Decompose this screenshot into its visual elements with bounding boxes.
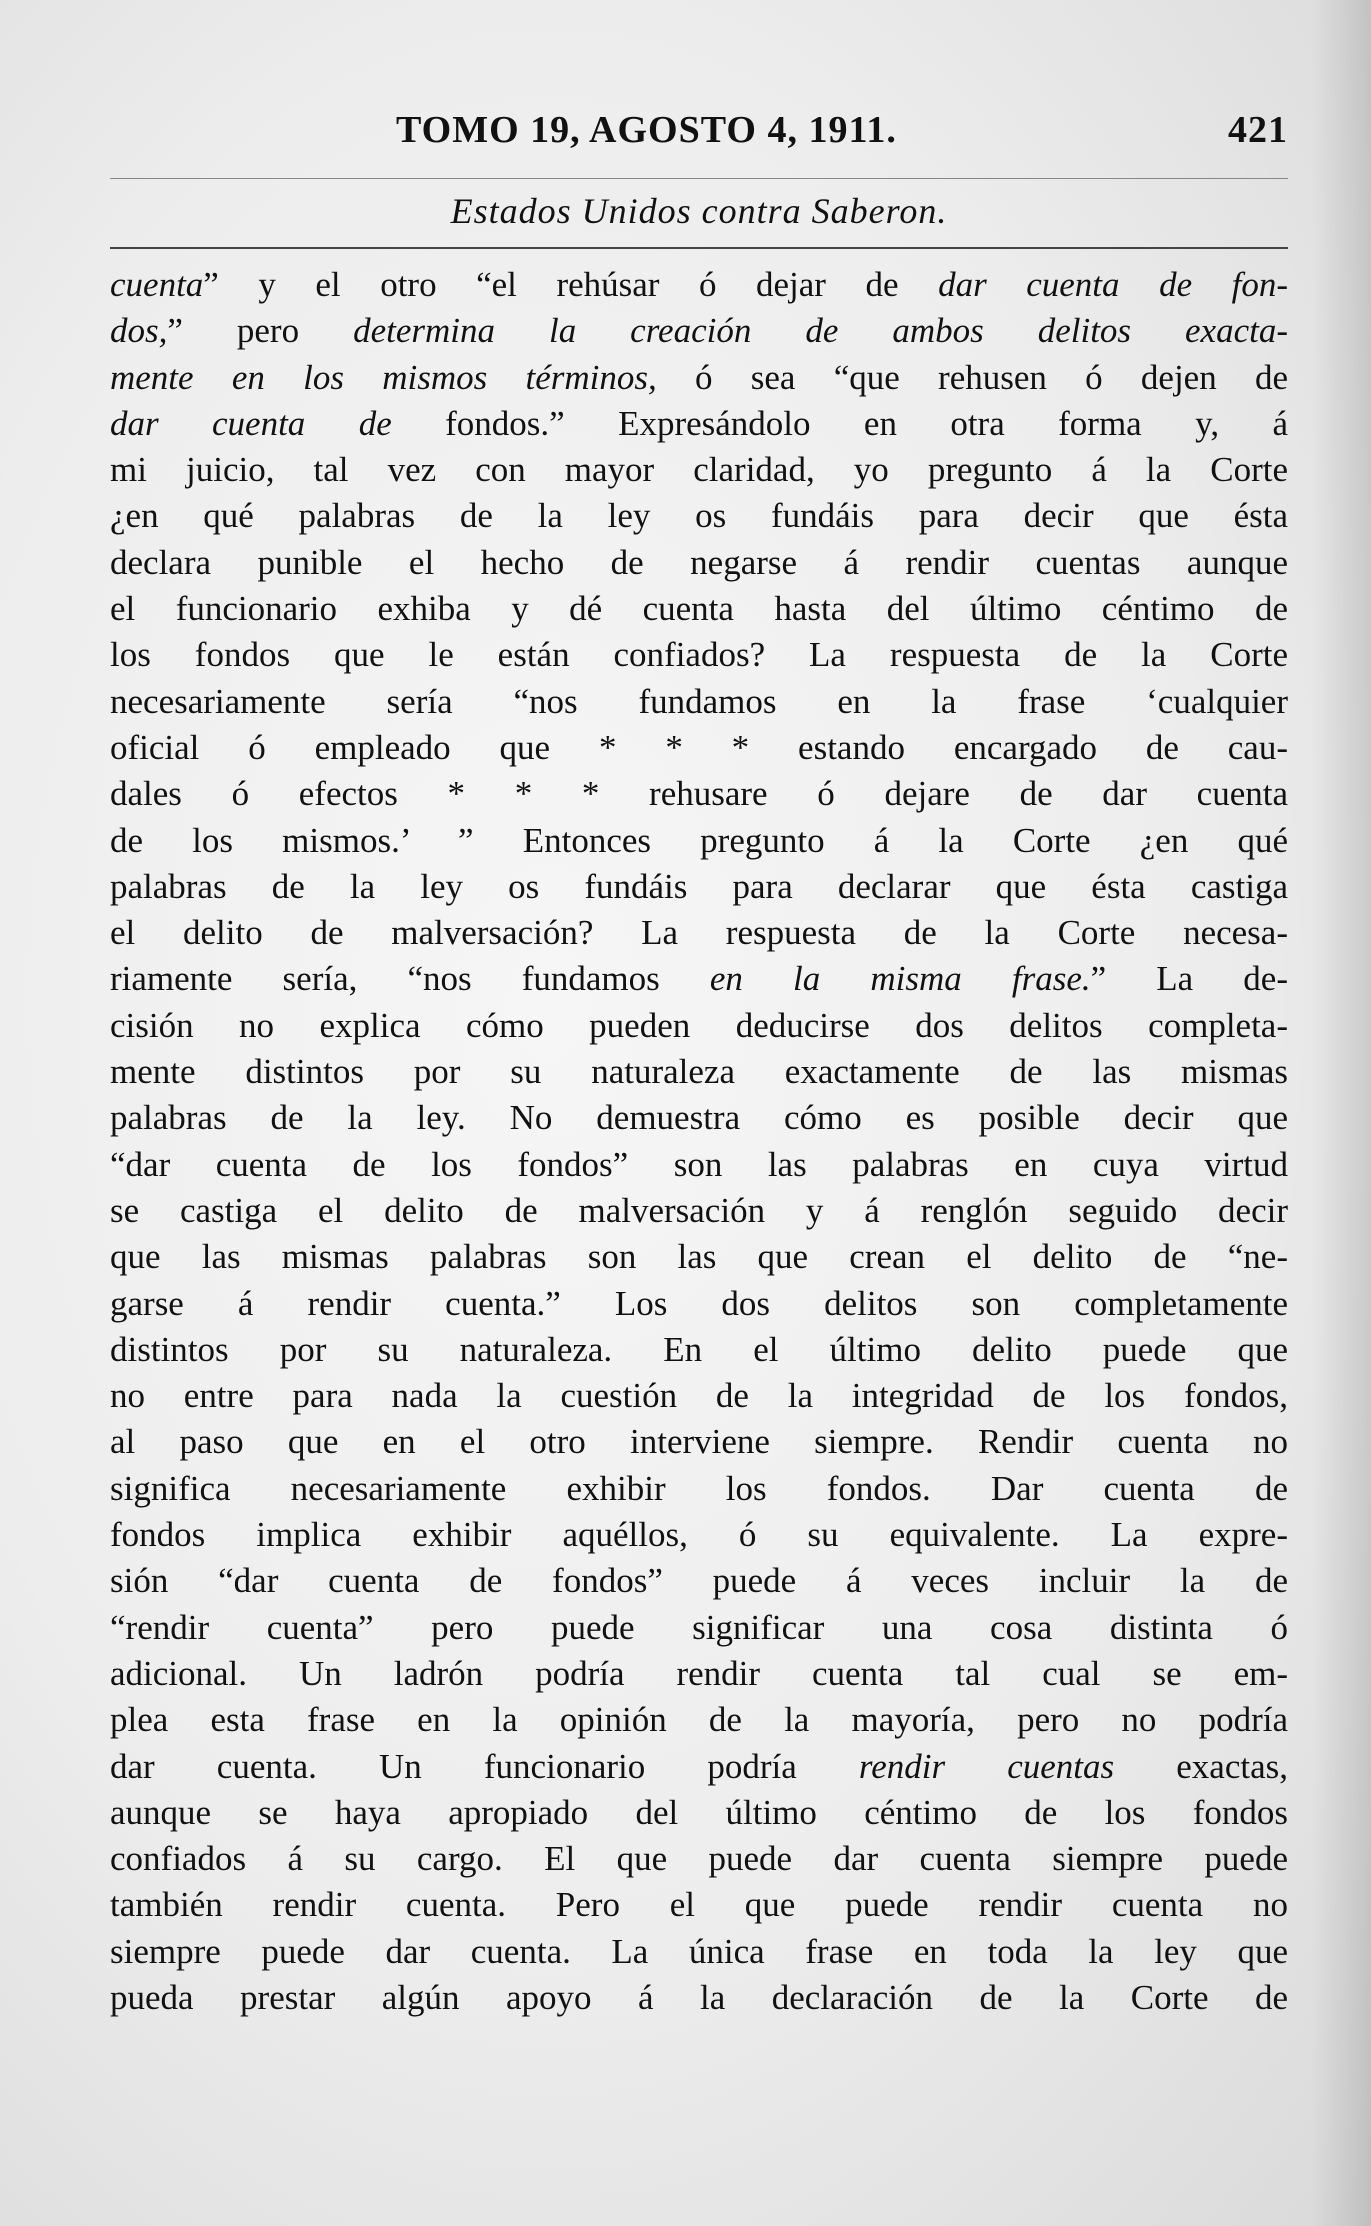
italic-text: cuenta [110, 265, 204, 304]
text-line [110, 1188, 1288, 1234]
text-span: aunque se haya apropiado del último céntimo de los fondos [110, 1792, 1288, 1832]
text-span: al paso que en el otro interviene siempre. Rendir cuenta no [110, 1422, 1288, 1462]
text-span: palabras de la ley os fundáis para declarar que ésta castiga [110, 866, 1288, 906]
text-line [110, 1419, 1288, 1465]
text-span: ó sea “que rehusen ó dejen de [656, 357, 1288, 397]
text-span: ¿en qué palabras de la ley os fundáis para decir que ésta [110, 496, 1288, 536]
header-rule-bottom [110, 247, 1288, 249]
text-line [110, 1744, 1288, 1790]
text-line [110, 1836, 1288, 1882]
text-line [110, 447, 1288, 493]
text-line [110, 1929, 1288, 1975]
text-line [110, 632, 1288, 678]
text-line [110, 1281, 1288, 1327]
italic-text: mente en los mismos términos, [110, 357, 657, 397]
text-line [110, 355, 1288, 401]
text-span: se castiga el delito de malversación y á renglón seguido decir [110, 1190, 1288, 1230]
text-span: palabras de la ley. No demuestra cómo es posible decir que [110, 1098, 1288, 1138]
text-span: garse á rendir cuenta.” Los dos delitos son completamente [110, 1283, 1288, 1323]
text-span: mente distintos por su naturaleza exactamente de las mismas [110, 1052, 1288, 1092]
text-span: mi juicio, tal vez con mayor claridad, yo pregunto á la Corte [110, 450, 1288, 490]
body-text [110, 262, 1288, 2021]
text-span: dar cuenta. Un funcionario podría [110, 1746, 859, 1786]
text-line [110, 1558, 1288, 1604]
text-span: pueda prestar algún apoyo á la declaración de la Corte de [110, 1977, 1288, 2017]
text-span: cisión no explica cómo pueden deducirse dos delitos completa- [110, 1005, 1288, 1045]
italic-text: en la misma frase. [709, 959, 1091, 999]
text-span: los fondos que le están confiados? La respuesta de la Corte [110, 635, 1288, 675]
italic-text: dar cuenta de fon- [938, 265, 1288, 304]
text-span: fondos implica exhibir aquéllos, ó su equivalente. La expre- [110, 1515, 1288, 1555]
text-span: adicional. Un ladrón podría rendir cuenta tal cual se em- [110, 1653, 1288, 1693]
text-span: de los mismos.’ ” Entonces pregunto á la Corte ¿en qué [110, 820, 1288, 860]
running-head [110, 108, 1288, 156]
text-line [110, 401, 1288, 447]
text-line [110, 1882, 1288, 1928]
text-span: plea esta frase en la opinión de la mayoría, pero no podría [110, 1700, 1288, 1740]
italic-text: rendir cuentas [858, 1746, 1115, 1786]
italic-text: dos, [110, 311, 168, 351]
text-line [110, 1373, 1288, 1419]
text-line [110, 1234, 1288, 1280]
text-line [110, 864, 1288, 910]
text-line [110, 1466, 1288, 1512]
header-rule-top [110, 178, 1288, 179]
text-line [110, 586, 1288, 632]
text-line [110, 308, 1288, 354]
text-line [110, 540, 1288, 586]
text-line [110, 818, 1288, 864]
text-span: ” pero [167, 311, 354, 351]
text-line [110, 956, 1288, 1002]
text-span: declara punible el hecho de negarse á rendir cuentas aunque [110, 542, 1288, 582]
text-line [110, 1605, 1288, 1651]
text-span: necesariamente sería “nos fundamos en la frase ‘cualquier [110, 681, 1288, 721]
text-span: no entre para nada la cuestión de la integridad de los fondos, [110, 1376, 1288, 1416]
italic-text: dar cuenta de [110, 403, 392, 443]
text-line [110, 493, 1288, 539]
text-line [110, 1095, 1288, 1141]
text-span: oficial ó empleado que * * * estando encargado de cau- [110, 727, 1288, 767]
text-span: dales ó efectos * * * rehusare ó dejare de dar cuenta [110, 774, 1288, 814]
text-line [110, 725, 1288, 771]
page-number: 421 [1228, 109, 1288, 151]
case-title: Estados Unidos contra Saberon. [450, 191, 948, 231]
text-line [110, 1512, 1288, 1558]
text-span: sión “dar cuenta de fondos” puede á veces incluir la de [110, 1561, 1288, 1601]
text-span: distintos por su naturaleza. En el último delito puede que [110, 1329, 1288, 1369]
text-span: fondos.” Expresándolo en otra forma y, á [391, 403, 1288, 443]
text-span: que las mismas palabras son las que crean el delito de “ne- [110, 1237, 1288, 1277]
text-span: ” y el otro “el rehúsar ó dejar de [203, 265, 939, 304]
text-line [110, 679, 1288, 725]
text-line [110, 1651, 1288, 1697]
text-span: siempre puede dar cuenta. La única frase en toda la ley que [110, 1931, 1288, 1971]
text-line [110, 1142, 1288, 1188]
text-line [110, 910, 1288, 956]
text-line [110, 1697, 1288, 1743]
text-line [110, 1003, 1288, 1049]
text-span: “rendir cuenta” pero puede significar una cosa distinta ó [110, 1607, 1288, 1647]
text-line [110, 771, 1288, 817]
text-span: el delito de malversación? La respuesta de la Corte necesa- [110, 913, 1288, 953]
text-line [110, 262, 1288, 308]
page-edge-shadow [1311, 0, 1371, 2226]
text-span: confiados á su cargo. El que puede dar cuenta siempre puede [110, 1839, 1288, 1879]
text-span: significa necesariamente exhibir los fondos. Dar cuenta de [110, 1468, 1288, 1508]
text-span: riamente sería, “nos fundamos [110, 959, 710, 999]
italic-text: determina la creación de ambos delitos exacta- [353, 311, 1288, 351]
text-line [110, 1327, 1288, 1373]
text-line [110, 1790, 1288, 1836]
text-span: “dar cuenta de los fondos” son las palabras en cuya virtud [110, 1144, 1288, 1184]
running-title: TOMO 19, AGOSTO 4, 1911. [396, 109, 897, 151]
text-span: también rendir cuenta. Pero el que puede rendir cuenta no [110, 1885, 1288, 1925]
text-span: exactas, [1114, 1746, 1288, 1786]
text-line [110, 1975, 1288, 2021]
text-span: el funcionario exhiba y dé cuenta hasta del último céntimo de [110, 589, 1288, 629]
text-line [110, 1049, 1288, 1095]
text-span: ” La de- [1090, 959, 1288, 999]
